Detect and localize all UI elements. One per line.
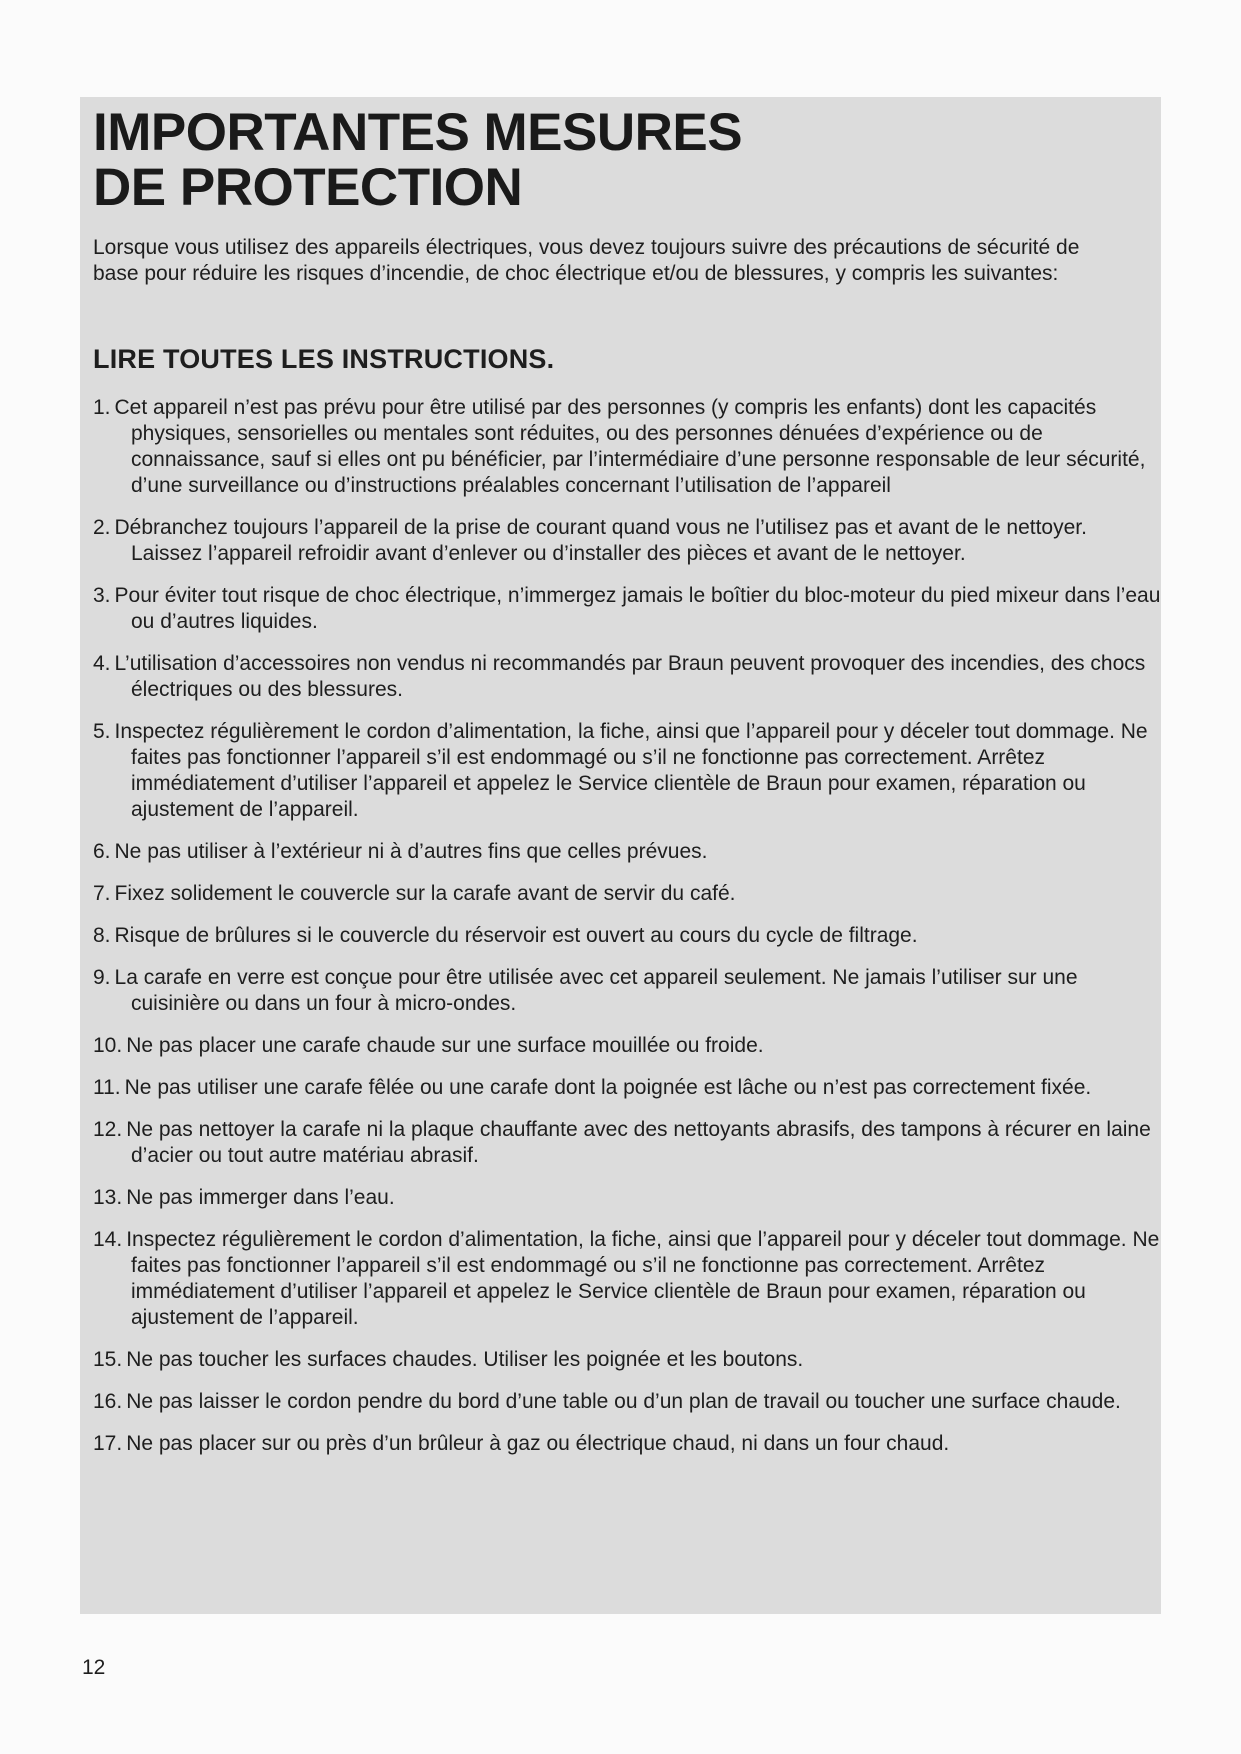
list-item-number: 5.	[93, 720, 111, 743]
section-heading: LIRE TOUTES LES INSTRUCTIONS.	[93, 344, 555, 374]
title-line-1: IMPORTANTES MESURES	[93, 103, 743, 162]
list-item-text: Ne pas nettoyer la carafe ni la plaque chauffante avec des nettoyants abrasifs, des tampons à récurer en laine d’acier ou tout autre matériau abrasif.	[126, 1118, 1151, 1167]
list-item	[93, 583, 1163, 635]
list-item-number: 13.	[93, 1186, 123, 1209]
list-item-number: 8.	[93, 924, 111, 947]
list-item-number: 14.	[93, 1228, 123, 1251]
page-number: 12	[82, 1656, 106, 1679]
list-item-text: Pour éviter tout risque de choc électrique, n’immergez jamais le boîtier du bloc-moteur du pied mixeur dans l’eau ou d’autres liquides.	[114, 584, 1161, 633]
list-item-text: Ne pas laisser le cordon pendre du bord d’une table ou d’un plan de travail ou toucher une surface chaude.	[126, 1390, 1121, 1413]
list-item	[93, 1389, 1163, 1415]
list-item-number: 9.	[93, 966, 111, 989]
list-item-number: 1.	[93, 396, 111, 419]
list-item-text: Fixez solidement le couvercle sur la carafe avant de servir du café.	[114, 882, 736, 905]
list-item-number: 10.	[93, 1034, 123, 1057]
list-item-number: 12.	[93, 1118, 123, 1141]
list-item	[93, 965, 1163, 1017]
list-item-number: 16.	[93, 1390, 123, 1413]
list-item-text: La carafe en verre est conçue pour être utilisée avec cet appareil seulement. Ne jamais l’utiliser sur une cuisinière ou dans un four à micro-ondes.	[114, 966, 1078, 1015]
list-item-number: 17.	[93, 1432, 123, 1455]
list-item-text: Ne pas utiliser une carafe fêlée ou une carafe dont la poignée est lâche ou n’est pas correctement fixée.	[124, 1076, 1092, 1099]
list-item	[93, 1185, 1163, 1211]
title-line-2: DE PROTECTION	[93, 158, 523, 217]
list-item-text: Ne pas placer sur ou près d’un brûleur à gaz ou électrique chaud, ni dans un four chaud.	[126, 1432, 950, 1455]
list-item-text: Ne pas toucher les surfaces chaudes. Utiliser les poignée et les boutons.	[126, 1348, 804, 1371]
safety-panel	[80, 97, 1161, 1614]
list-item	[93, 1117, 1163, 1169]
list-item-number: 15.	[93, 1348, 123, 1371]
list-item	[93, 1347, 1163, 1373]
list-item	[93, 515, 1163, 567]
list-item	[93, 1227, 1163, 1331]
list-item	[93, 1075, 1163, 1101]
list-item-number: 7.	[93, 882, 111, 905]
list-item-number: 6.	[93, 840, 111, 863]
list-item-text: Ne pas immerger dans l’eau.	[126, 1186, 395, 1209]
instruction-list	[93, 395, 1161, 1457]
intro-paragraph: Lorsque vous utilisez des appareils électriques, vous devez toujours suivre des précautions de sécurité de base pour réduire les risques d’incendie, de choc électrique et/ou de blessures, y compris les suivantes:	[93, 236, 1080, 285]
list-item-text: Débranchez toujours l’appareil de la prise de courant quand vous ne l’utilisez pas et avant de le nettoyer. Laissez l’appareil refroidir avant d’enlever ou d’installer des pièces et avant de le nettoyer.	[114, 516, 1087, 565]
list-item	[93, 1431, 1163, 1457]
list-item	[93, 839, 1163, 865]
list-item-number: 3.	[93, 584, 111, 607]
list-item	[93, 719, 1163, 823]
list-item-text: L’utilisation d’accessoires non vendus ni recommandés par Braun peuvent provoquer des incendies, des chocs électriques ou des blessures.	[114, 652, 1146, 701]
list-item-text: Ne pas placer une carafe chaude sur une surface mouillée ou froide.	[126, 1034, 764, 1057]
list-item-text: Inspectez régulièrement le cordon d’alimentation, la fiche, ainsi que l’appareil pour y déceler tout dommage. Ne faites pas fonctionner l’appareil s’il est endommagé ou s’il ne fonctionne pas correctement. Arrêtez immédiatement d’utiliser l’appareil et appelez le Service clientèle de Braun pour examen, réparation ou ajustement de l’appareil.	[126, 1228, 1160, 1329]
list-item	[93, 651, 1163, 703]
list-item	[93, 1033, 1163, 1059]
list-item-number: 2.	[93, 516, 111, 539]
page-title	[93, 105, 1148, 215]
list-item	[93, 923, 1163, 949]
list-item	[93, 881, 1163, 907]
list-item-text: Risque de brûlures si le couvercle du réservoir est ouvert au cours du cycle de filtrage.	[114, 924, 918, 947]
list-item-text: Inspectez régulièrement le cordon d’alimentation, la fiche, ainsi que l’appareil pour y déceler tout dommage. Ne faites pas fonctionner l’appareil s’il est endommagé ou s’il ne fonctionne pas correctement. Arrêtez immédiatement d’utiliser l’appareil et appelez le Service clientèle de Braun pour examen, réparation ou ajustement de l’appareil.	[114, 720, 1148, 821]
list-item-number: 4.	[93, 652, 111, 675]
list-item-text: Ne pas utiliser à l’extérieur ni à d’autres fins que celles prévues.	[114, 840, 708, 863]
list-item	[93, 395, 1163, 499]
list-item-number: 11.	[93, 1076, 121, 1099]
list-item-text: Cet appareil n’est pas prévu pour être utilisé par des personnes (y compris les enfants) dont les capacités physiques, sensorielles ou mentales sont réduites, ou des personnes dénuées d’expérience ou de connaissance, sauf si elles ont pu bénéficier, par l’intermédiaire d’une personne responsable de leur sécurité, d’une surveillance ou d’instructions préalables concernant l’utilisation de l’appareil	[114, 396, 1146, 497]
